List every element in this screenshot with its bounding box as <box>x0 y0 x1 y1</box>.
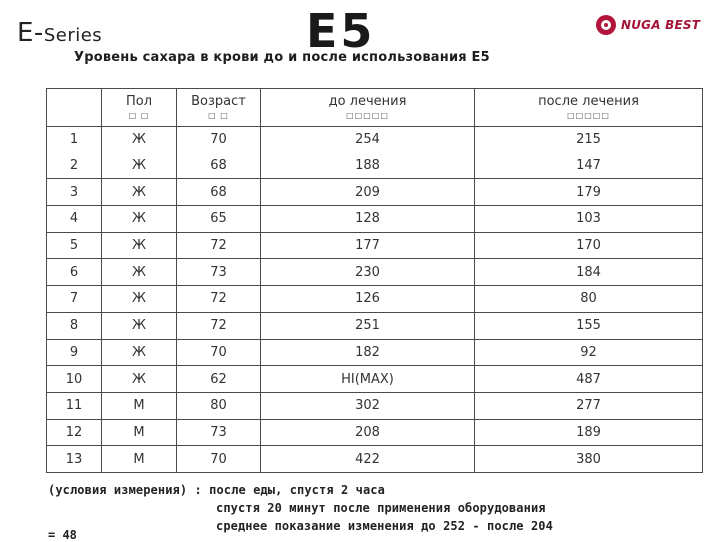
table-row <box>47 446 703 473</box>
header-cell-sex <box>102 89 177 127</box>
cell-sex: Ж <box>102 179 177 206</box>
cell-age: 68 <box>177 179 261 206</box>
cell-sex: М <box>102 392 177 419</box>
cell-after: 147 <box>475 153 703 179</box>
cell-before: 188 <box>261 153 475 179</box>
cell-after: 170 <box>475 232 703 259</box>
cell-sex: Ж <box>102 259 177 286</box>
results-table <box>46 88 703 473</box>
cell-sex: Ж <box>102 286 177 313</box>
cell-after: 487 <box>475 366 703 393</box>
cell-number: 7 <box>47 286 102 313</box>
table-row <box>47 366 703 393</box>
table-row <box>47 206 703 233</box>
cell-after: 189 <box>475 419 703 446</box>
cell-before: 177 <box>261 232 475 259</box>
cell-number: 4 <box>47 206 102 233</box>
cell-after: 215 <box>475 127 703 153</box>
cell-before: 422 <box>261 446 475 473</box>
cell-age: 73 <box>177 259 261 286</box>
cell-sex: Ж <box>102 153 177 179</box>
header-label: до лечения <box>328 94 407 109</box>
cell-age: 70 <box>177 339 261 366</box>
series-word: Series <box>43 25 103 46</box>
table-row <box>47 127 703 153</box>
cell-sex: Ж <box>102 339 177 366</box>
cell-number: 6 <box>47 259 102 286</box>
cell-age: 62 <box>177 366 261 393</box>
cell-before: 254 <box>261 127 475 153</box>
cell-after: 80 <box>475 286 703 313</box>
cell-age: 72 <box>177 232 261 259</box>
cell-after: 155 <box>475 312 703 339</box>
series-prefix: E- <box>17 18 44 48</box>
cell-number: 5 <box>47 232 102 259</box>
cell-before: 302 <box>261 392 475 419</box>
table-row <box>47 339 703 366</box>
cell-before: HI(MAX) <box>261 366 475 393</box>
table-row <box>47 232 703 259</box>
brand-name: NUGA BEST <box>621 18 701 32</box>
page-title: E5 <box>306 4 376 58</box>
header-sublabel: □ □ <box>208 111 229 120</box>
note-result: = 48 <box>48 528 77 542</box>
note-line: спустя 20 минут после применения оборудования <box>216 501 546 515</box>
cell-sex: М <box>102 446 177 473</box>
cell-age: 68 <box>177 153 261 179</box>
cell-sex: Ж <box>102 312 177 339</box>
table-row <box>47 153 703 179</box>
table-body <box>47 127 703 473</box>
cell-number: 9 <box>47 339 102 366</box>
cell-before: 230 <box>261 259 475 286</box>
note-line: (условия измерения) : после еды, спустя 2 часа <box>48 483 385 497</box>
header-label: Возраст <box>191 94 246 109</box>
cell-age: 72 <box>177 312 261 339</box>
header-sublabel: □□□□□ <box>567 111 610 120</box>
cell-age: 72 <box>177 286 261 313</box>
subtitle: Уровень сахара в крови до и после использования E5 <box>74 50 490 65</box>
table-row <box>47 392 703 419</box>
cell-age: 70 <box>177 127 261 153</box>
header-label: Пол <box>125 94 153 109</box>
header-cell-before <box>261 89 475 127</box>
header-label: после лечения <box>538 94 639 109</box>
cell-sex: Ж <box>102 206 177 233</box>
header-sublabel: □□□□□ <box>346 111 389 120</box>
brand-mark-icon <box>596 15 616 35</box>
cell-before: 208 <box>261 419 475 446</box>
cell-age: 80 <box>177 392 261 419</box>
cell-after: 92 <box>475 339 703 366</box>
table-header-row <box>47 89 703 127</box>
cell-age: 70 <box>177 446 261 473</box>
cell-number: 10 <box>47 366 102 393</box>
cell-number: 3 <box>47 179 102 206</box>
cell-age: 73 <box>177 419 261 446</box>
brand-logo <box>596 15 700 35</box>
header-sublabel: □ □ <box>128 111 150 120</box>
header-cell-number <box>47 89 102 127</box>
cell-number: 13 <box>47 446 102 473</box>
cell-sex: Ж <box>102 127 177 153</box>
cell-sex: М <box>102 419 177 446</box>
table-row <box>47 259 703 286</box>
measurement-notes <box>48 481 553 535</box>
table-row <box>47 419 703 446</box>
cell-number: 1 <box>47 127 102 153</box>
cell-after: 380 <box>475 446 703 473</box>
table-row <box>47 286 703 313</box>
cell-after: 103 <box>475 206 703 233</box>
cell-number: 12 <box>47 419 102 446</box>
cell-before: 251 <box>261 312 475 339</box>
cell-number: 8 <box>47 312 102 339</box>
header-cell-after <box>475 89 703 127</box>
cell-age: 65 <box>177 206 261 233</box>
series-logo <box>17 18 102 48</box>
note-line: среднее показание изменения до 252 - после 204 <box>216 519 553 533</box>
header-cell-age <box>177 89 261 127</box>
cell-after: 277 <box>475 392 703 419</box>
cell-sex: Ж <box>102 232 177 259</box>
cell-before: 182 <box>261 339 475 366</box>
cell-after: 179 <box>475 179 703 206</box>
cell-after: 184 <box>475 259 703 286</box>
table-row <box>47 312 703 339</box>
table-row <box>47 179 703 206</box>
cell-before: 209 <box>261 179 475 206</box>
cell-before: 128 <box>261 206 475 233</box>
cell-number: 11 <box>47 392 102 419</box>
cell-number: 2 <box>47 153 102 179</box>
cell-sex: Ж <box>102 366 177 393</box>
cell-before: 126 <box>261 286 475 313</box>
